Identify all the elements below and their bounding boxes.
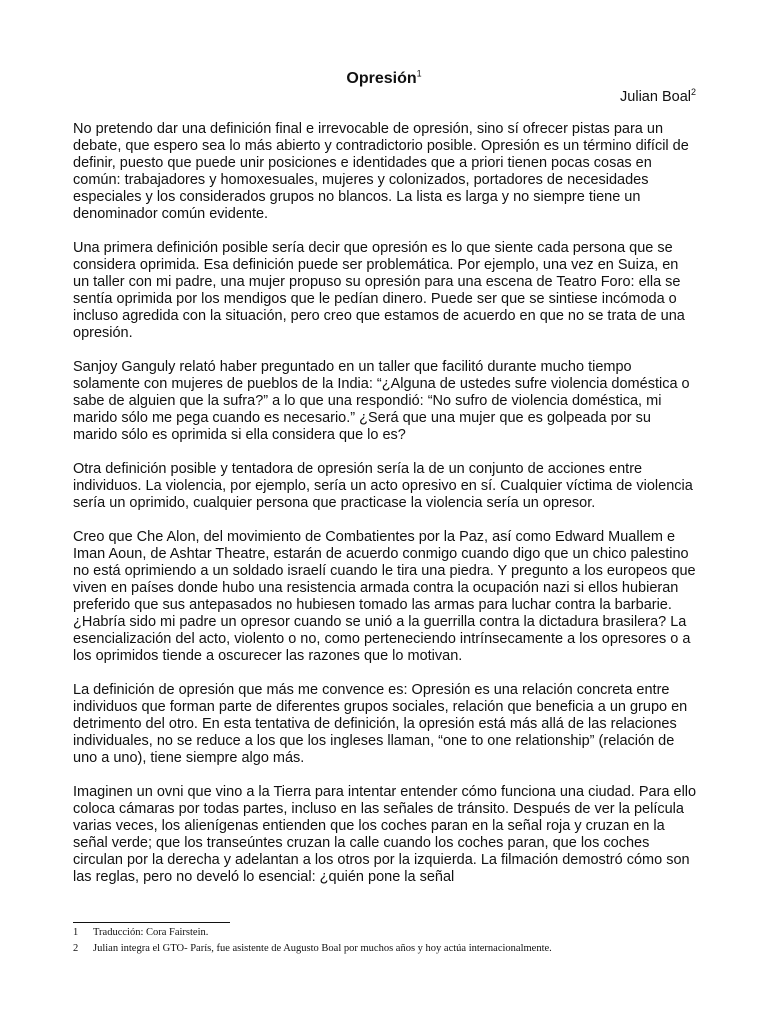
footnote-text: Traducción: Cora Fairstein. <box>93 927 209 938</box>
paragraph-1: No pretendo dar una definición final e irrevocable de opresión, sino sí ofrecer pistas para un debate, que espero sea lo más abierto y contradictorio posible. Opresión es un término difícil de definir, puesto que puede unir posiciones e identidades que a priori tienen pocas cosas en común: trabajadores y homoxesuales, mujeres y colonizados, portadores de necesidades especiales y los considerados grupos no blancos. La lista es larga y no siempre tiene un denominador común evidente. <box>73 121 689 222</box>
footnote-divider <box>73 922 230 923</box>
paragraph-2: Una primera definición posible sería decir que opresión es lo que siente cada persona que se considera oprimida. Esa definición puede ser problemática. Por ejemplo, una vez en Suiza, en un taller con mi padre, una mujer propuso su opresión para una escena de Teatro Foro: ella se sentía oprimida por los mendigos que le pedían dinero. Puede ser que se sintiese incómoda o incluso agredida con la situación, pero creo que estamos de acuerdo en que no se trata de una opresión. <box>73 240 685 341</box>
footnote-number: 1 <box>73 927 79 938</box>
paragraph-5: Creo que Che Alon, del movimiento de Combatientes por la Paz, así como Edward Muallem e Iman Aoun, de Ashtar Theatre, estarán de acuerdo conmigo cuando digo que un chico palestino no está oprimiendo a un soldado israelí cuando le tira una piedra. Y pregunto a los europeos que viven en países donde hubo una resistencia armada contra la ocupación nazi si ellos hubieran preferido que sus antepasados no hubiesen tomado las armas para luchar contra la barbarie. ¿Habría sido mi padre un opresor cuando se unió a la guerrilla contra la dictadura brasilera? La esencialización del acto, violento o no, como perteneciendo intrínsecamente a los opresores o a los oprimidos tiende a oscurecer las razones que lo motivan. <box>73 529 696 664</box>
footnotes <box>73 925 713 957</box>
paragraph-6: La definición de opresión que más me convence es: Opresión es una relación concreta entre individuos que forman parte de diferentes grupos sociales, relación que beneficia a un grupo en detrimento del otro. En esta tentativa de definición, la opresión está más allá de las relaciones individuales, no se reduce a los que los ingleses llaman, “one to one relationship” (relación de uno a uno), tiene siempre algo más. <box>73 682 688 766</box>
footnote-2 <box>73 941 713 957</box>
paragraph-7: Imaginen un ovni que vino a la Tierra para intentar entender cómo funciona una ciudad. Para ello coloca cámaras por todas partes, incluso en las señales de tránsito. Después de ver la película varias veces, los alienígenas entienden que los coches paran en la señal roja y cruzan en la señal verde; que los transeúntes cruzan la calle cuando los coches paran, que los coches circulan por la derecha y adelantan a los otros por la izquierda. La filmación demostró cómo son las reglas, pero no develó lo esencial: ¿quién pone la señal <box>73 784 697 885</box>
body-text <box>73 121 697 903</box>
page-title <box>0 69 768 89</box>
footnote-text: Julian integra el GTO- París, fue asistente de Augusto Boal por muchos años y hoy actúa internacionalmente. <box>93 943 552 954</box>
author-line <box>620 88 696 106</box>
author-footnote-ref: 2 <box>690 87 696 98</box>
paragraph-4: Otra definición posible y tentadora de opresión sería la de un conjunto de acciones entre individuos. La violencia, por ejemplo, sería un acto opresivo en sí. Cualquier víctima de violencia sería un oprimido, cualquier persona que practicase la violencia sería un opresor. <box>73 461 693 511</box>
paragraph-3: Sanjoy Ganguly relató haber preguntado en un taller que facilitó durante mucho tiempo solamente con mujeres de pueblos de la India: “¿Alguna de ustedes sufre violencia doméstica o sabe de alguien que la sufra?” a lo que una respondió: “No sufro de violencia doméstica, mi marido sólo me pega cuando es necesario.” ¿Será que una mujer que es golpeada por su marido sólo es oprimida si ella considera que lo es? <box>73 359 690 443</box>
author-name: Julian Boal <box>620 89 691 105</box>
title-footnote-ref: 1 <box>416 68 422 79</box>
footnote-number: 2 <box>73 943 79 954</box>
title-text: Opresión <box>346 70 417 87</box>
footnote-1 <box>73 925 713 941</box>
